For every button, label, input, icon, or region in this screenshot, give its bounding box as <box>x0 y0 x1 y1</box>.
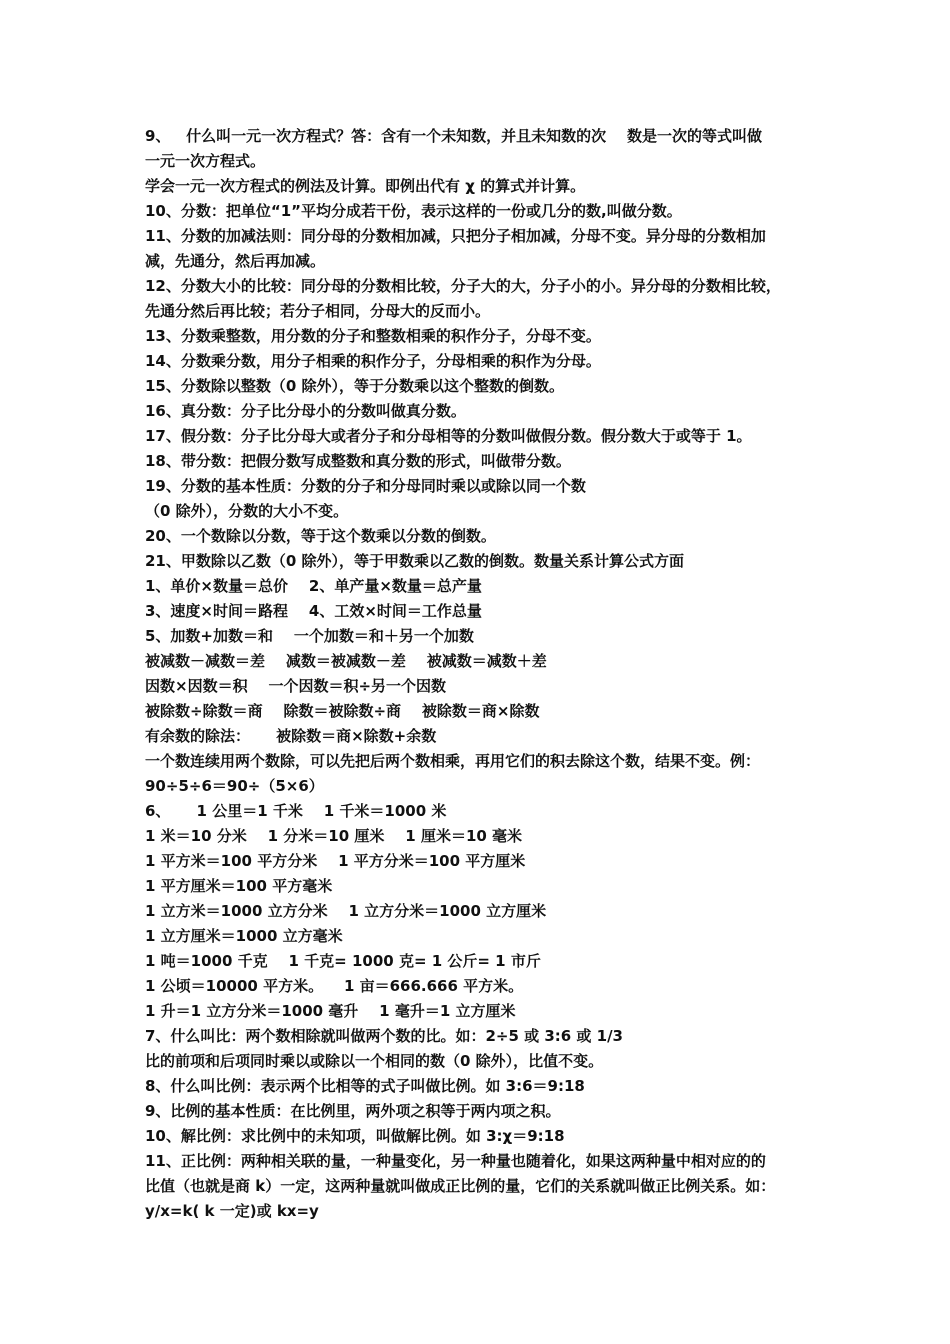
text-line: 被除数÷除数＝商 除数＝被除数÷商 被除数＝商×除数 <box>145 702 540 720</box>
text-line: 20、一个数除以分数，等于这个数乘以分数的倒数。 <box>145 527 496 545</box>
text-line: 一个数连续用两个数除，可以先把后两个数相乘，再用它们的积去除这个数，结果不变。例： <box>145 752 761 770</box>
text-line: 19、分数的基本性质：分数的分子和分母同时乘以或除以同一个数 <box>145 477 586 495</box>
text-line: 9、 什么叫一元一次方程式？答：含有一个未知数，并且未知数的次 数是一次的等式叫做 <box>145 127 762 145</box>
text-line: 因数×因数＝积 一个因数＝积÷另一个因数 <box>145 677 447 695</box>
text-line: （0 除外），分数的大小不变。 <box>145 502 349 520</box>
text-line: 7、什么叫比：两个数相除就叫做两个数的比。如：2÷5 或 3:6 或 1/3 <box>145 1027 623 1045</box>
text-line: 1 公顷＝10000 平方米。 1 亩＝666.666 平方米。 <box>145 977 524 995</box>
text-line: 10、解比例：求比例中的未知项，叫做解比例。如 3:χ＝9:18 <box>145 1127 565 1145</box>
text-line: 1 吨＝1000 千克 1 千克= 1000 克= 1 公斤= 1 市斤 <box>145 952 541 970</box>
text-line: 先通分然后再比较；若分子相同，分母大的反而小。 <box>145 302 491 320</box>
text-line: 1 升＝1 立方分米＝1000 毫升 1 毫升＝1 立方厘米 <box>145 1002 516 1020</box>
text-line: 11、正比例：两种相关联的量，一种量变化，另一种量也随着化，如果这两种量中相对应的的 <box>145 1152 766 1170</box>
text-line: 有余数的除法： 被除数＝商×除数+余数 <box>145 727 437 745</box>
text-line: 一元一次方程式。 <box>145 152 266 170</box>
text-line: 13、分数乘整数，用分数的分子和整数相乘的积作分子，分母不变。 <box>145 327 601 345</box>
text-line: 6、 1 公里＝1 千米 1 千米＝1000 米 <box>145 802 447 820</box>
text-line: 17、假分数：分子比分母大或者分子和分母相等的分数叫做假分数。假分数大于或等于 1。 <box>145 427 752 445</box>
text-line: 1 平方米＝100 平方分米 1 平方分米＝100 平方厘米 <box>145 852 526 870</box>
document-body <box>145 124 815 1224</box>
text-line: 16、真分数：分子比分母小的分数叫做真分数。 <box>145 402 466 420</box>
text-line: 90÷5÷6＝90÷（5×6） <box>145 777 324 795</box>
text-line: 9、比例的基本性质：在比例里，两外项之积等于两内项之积。 <box>145 1102 561 1120</box>
text-line: 1、单价×数量＝总价 2、单产量×数量＝总产量 <box>145 577 482 595</box>
text-line: 18、带分数：把假分数写成整数和真分数的形式，叫做带分数。 <box>145 452 571 470</box>
text-line: 5、加数+加数＝和 一个加数＝和＋另一个加数 <box>145 627 474 645</box>
text-line: 1 米＝10 分米 1 分米＝10 厘米 1 厘米＝10 毫米 <box>145 827 523 845</box>
text-line: 学会一元一次方程式的例法及计算。即例出代有 χ 的算式并计算。 <box>145 177 586 195</box>
text-line: 减，先通分，然后再加减。 <box>145 252 326 270</box>
text-line: 1 立方厘米＝1000 立方毫米 <box>145 927 343 945</box>
text-line: 1 平方厘米＝100 平方毫米 <box>145 877 333 895</box>
text-line: 被减数－减数＝差 减数＝被减数－差 被减数＝减数＋差 <box>145 652 547 670</box>
text-line: 14、分数乘分数，用分子相乘的积作分子，分母相乘的积作为分母。 <box>145 352 601 370</box>
text-line: 8、什么叫比例：表示两个比相等的式子叫做比例。如 3:6＝9:18 <box>145 1077 585 1095</box>
text-line: 1 立方米＝1000 立方分米 1 立方分米＝1000 立方厘米 <box>145 902 547 920</box>
text-line: 11、分数的加减法则：同分母的分数相加减，只把分子相加减，分母不变。异分母的分数相加 <box>145 227 766 245</box>
text-line: 10、分数：把单位“1”平均分成若干份，表示这样的一份或几分的数,叫做分数。 <box>145 202 682 220</box>
text-line: 12、分数大小的比较：同分母的分数相比较，分子大的大，分子小的小。异分母的分数相比较， <box>145 277 781 295</box>
text-line: 15、分数除以整数（0 除外），等于分数乘以这个整数的倒数。 <box>145 377 565 395</box>
text-line: 比的前项和后项同时乘以或除以一个相同的数（0 除外），比值不变。 <box>145 1052 604 1070</box>
text-line: 21、甲数除以乙数（0 除外），等于甲数乘以乙数的倒数。数量关系计算公式方面 <box>145 552 685 570</box>
text-line: 3、速度×时间＝路程 4、工效×时间＝工作总量 <box>145 602 482 620</box>
text-line: y/x=k( k 一定)或 kx=y <box>145 1202 319 1220</box>
text-line: 比值（也就是商 k）一定，这两种量就叫做成正比例的量，它们的关系就叫做正比例关系。如： <box>145 1177 776 1195</box>
